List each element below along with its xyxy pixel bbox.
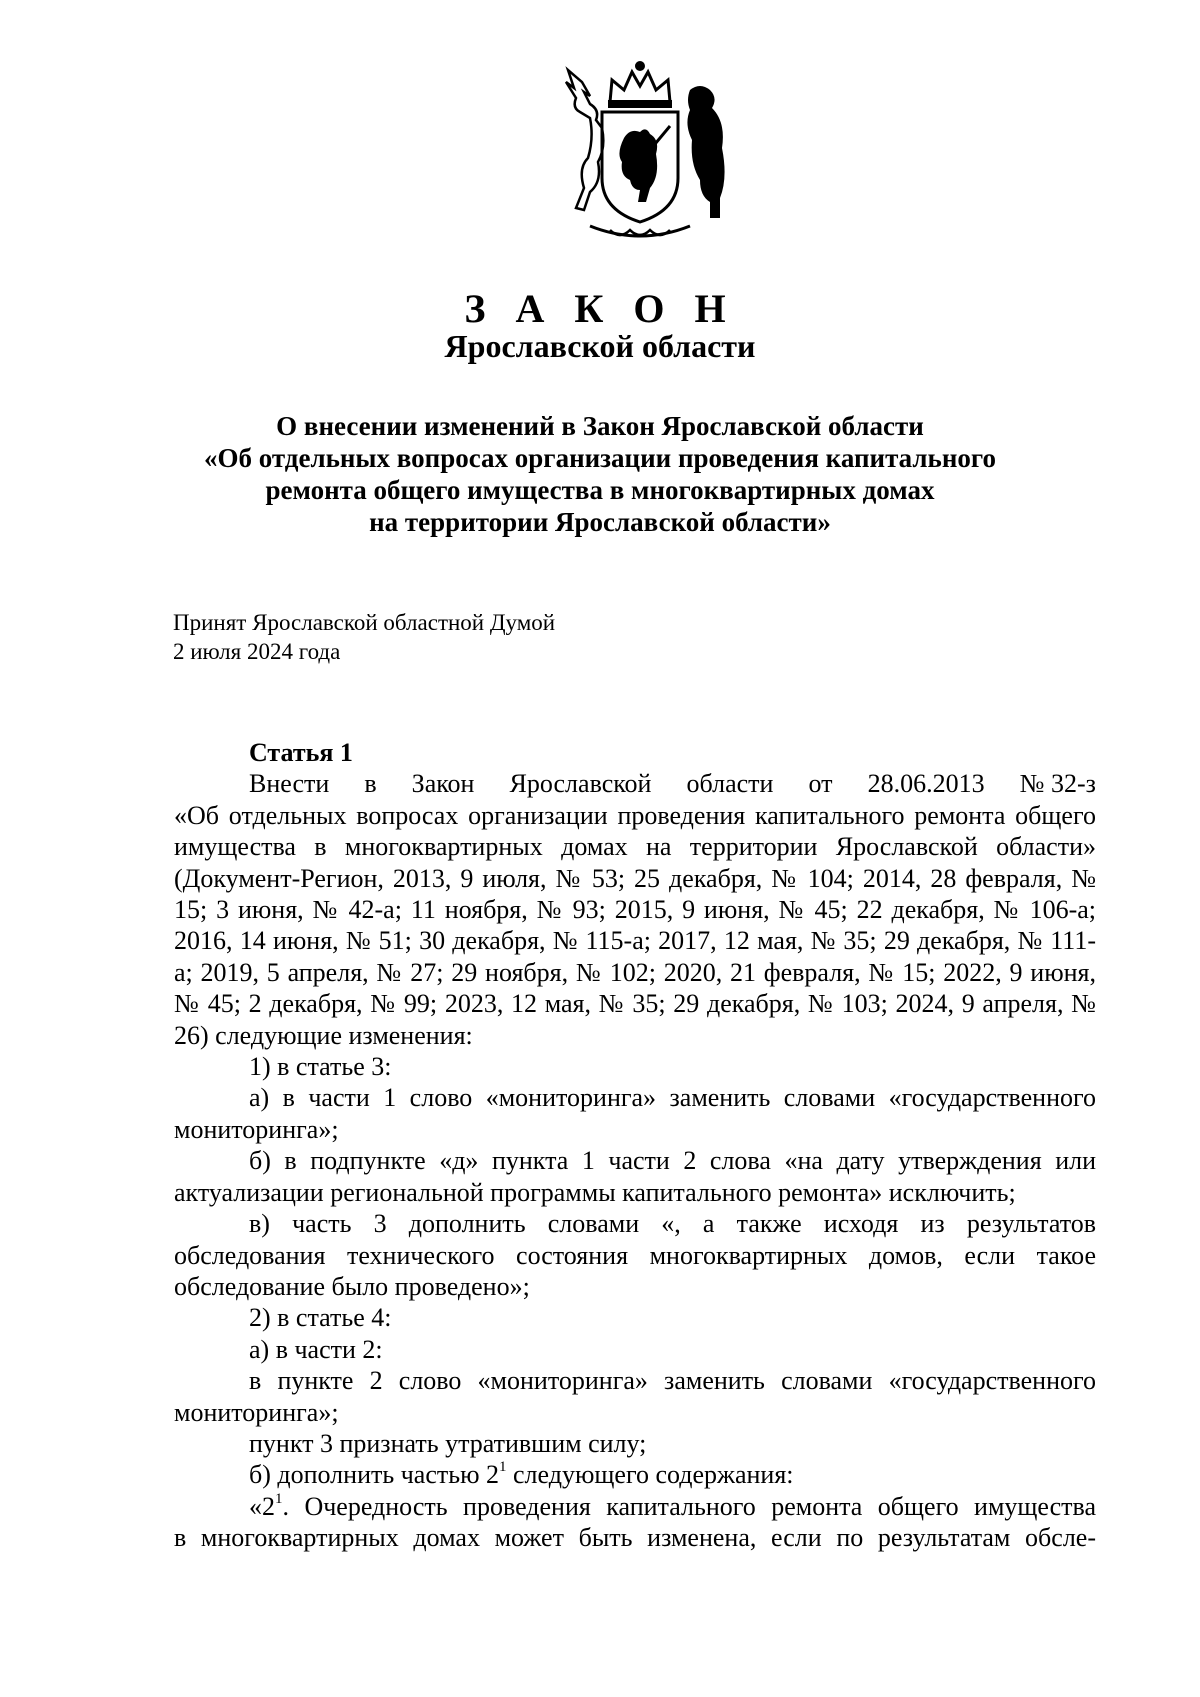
amendment-item: 2) в статье 4: xyxy=(249,1303,392,1333)
amendment-item: в) часть 3 дополнить словами «, а также исходя из результатов обследования технического состояния многоквартирных домов, если такое обследование было проведено»; xyxy=(174,1209,1096,1301)
intro-word: 28.06.2013 xyxy=(867,769,985,799)
intro-word: № 32-з xyxy=(1019,769,1096,799)
subtitle-line: ремонта общего имущества в многоквартирных домах xyxy=(265,475,935,505)
amendment-item: б) в подпункте «д» пункта 1 части 2 слова «на дату утверждения или актуализации региональной программы капитального ремонта» исключить; xyxy=(174,1146,1096,1207)
intro-word: от xyxy=(808,769,833,799)
superscript: 1 xyxy=(499,1459,507,1476)
intro-word: Закон xyxy=(411,769,475,799)
adoption-body: Принят Ярославской областной Думой xyxy=(173,610,556,635)
amendment-item xyxy=(174,1459,1096,1490)
amendment-item: в пункте 2 слово «мониторинга» заменить словами «государственного мониторинга»; xyxy=(174,1366,1096,1427)
quote-open: «2 xyxy=(249,1491,275,1521)
article-intro-first-line xyxy=(174,768,1096,799)
amendment-text: б) дополнить частью 2 xyxy=(249,1460,500,1490)
subtitle-line: «Об отдельных вопросах организации проведения капитального xyxy=(204,443,996,473)
subtitle-line: О внесении изменений в Закон Ярославской области xyxy=(276,411,924,441)
amendment-item: а) в части 1 слово «мониторинга» заменить словами «государственного мониторинга»; xyxy=(174,1083,1096,1144)
article-title: Статья 1 xyxy=(249,738,353,767)
intro-word: Ярославской xyxy=(509,769,652,799)
law-region: Ярославской области xyxy=(444,328,756,364)
subtitle-line: на территории Ярославской области» xyxy=(369,507,831,537)
article-body xyxy=(174,737,1096,1554)
amendment-item: пункт 3 признать утратившим силу; xyxy=(249,1428,647,1458)
superscript: 1 xyxy=(275,1490,283,1507)
quoted-text: . Очередность проведения капитального ремонта общего имущества xyxy=(282,1491,1096,1521)
adoption-date: 2 июля 2024 года xyxy=(173,639,341,664)
law-heading: З А К О Н xyxy=(464,286,736,331)
intro-word: в xyxy=(364,769,377,799)
article-intro-text: «Об отдельных вопросах организации проведения капитального ремонта общего имущества в многоквартирных домах на территории Ярославской области» (Документ-Регион, 2013, 9 июля, № 53; 25 декабря, № 104; 2014, 28 февраля, № 15; 3 июня, № 42-а; 11 ноября, № 93; 2015, 9 июня, № 45; 22 декабря, № 106-а; 2016, 14 июня, № 51; 30 декабря, № 115-а; 2017, 12 мая, № 35; 29 декабря, № 111-а; 2019, 5 апреля, № 27; 29 ноября, № 102; 2020, 21 февраля, № 15; 2022, 9 июня, № 45; 2 декабря, № 99; 2023, 12 мая, № 35; 29 декабря, № 103; 2024, 9 апреля, № 26) следующие изменения: xyxy=(174,800,1096,1050)
amendment-item: а) в части 2: xyxy=(249,1334,383,1364)
yaroslavl-coat-of-arms-icon xyxy=(540,50,740,250)
intro-word: Внести xyxy=(249,769,330,799)
amendment-text: следующего содержания: xyxy=(506,1460,794,1490)
adoption-note xyxy=(173,608,555,666)
quoted-text-line: в многоквартирных домах может быть изменена, если по результатам обсле- xyxy=(174,1523,1096,1553)
law-subtitle xyxy=(150,410,1050,538)
intro-word: области xyxy=(686,769,774,799)
amendment-item: 1) в статье 3: xyxy=(249,1052,392,1082)
quoted-text-line xyxy=(174,1491,1096,1522)
